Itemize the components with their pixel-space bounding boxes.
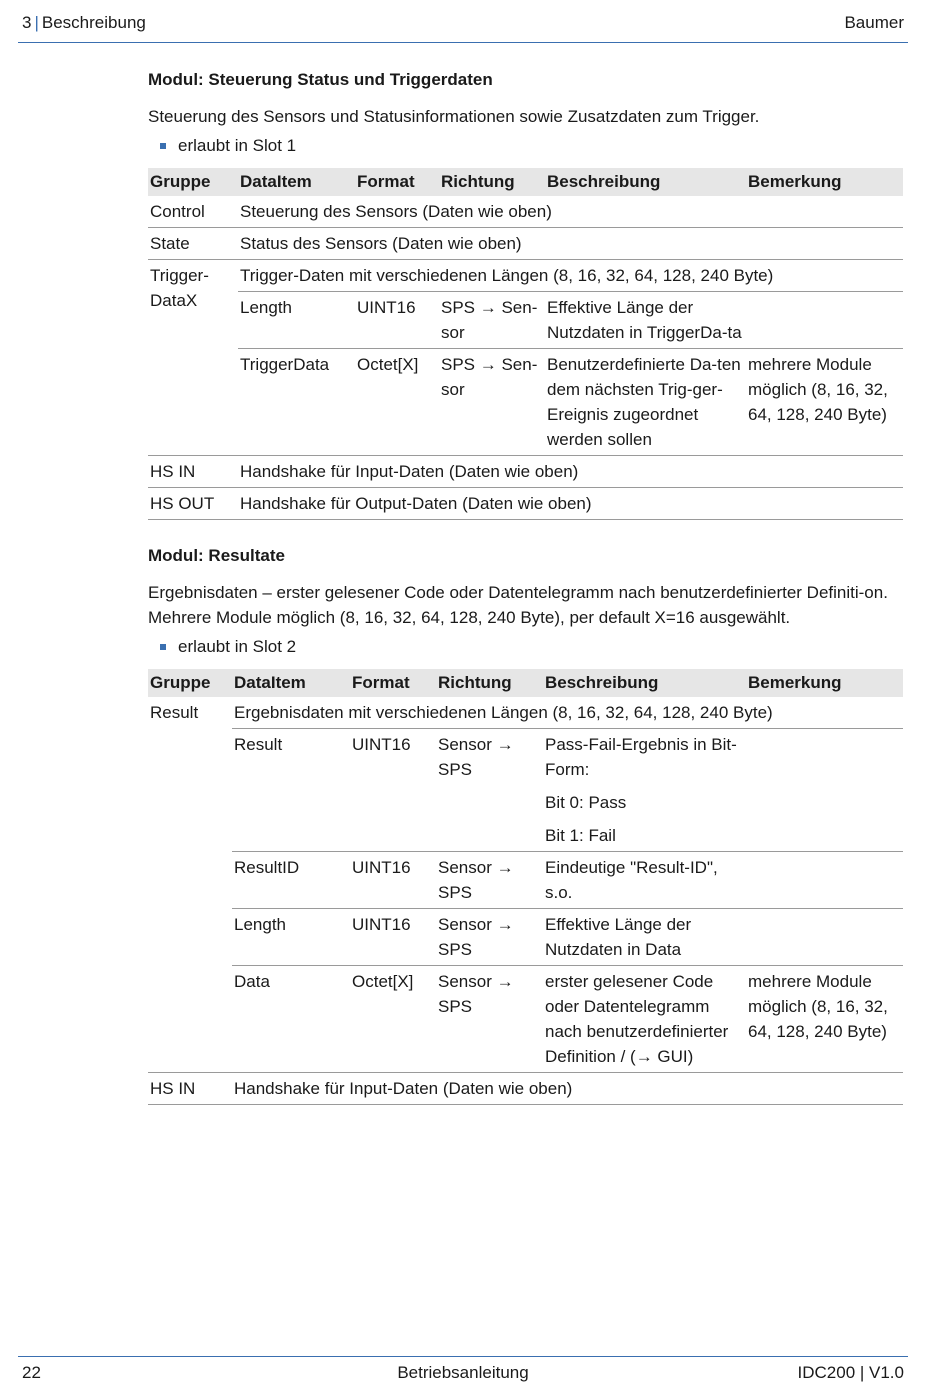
bullet-square-icon [160,644,166,650]
module2-title: Modul: Resultate [148,546,285,565]
direction-cell: Sensor → SPS [436,966,543,1073]
module2-bullet-text: erlaubt in Slot 2 [178,637,297,656]
format-cell: UINT16 [350,729,436,852]
module1-bullet [148,133,903,158]
format-cell: UINT16 [355,292,439,349]
row-description: Steuerung des Sensors (Daten wie oben) [238,196,903,228]
group-label-line1: Trigger- [150,266,209,285]
dataitem-cell: Length [232,909,350,966]
col-header-beschreibung: Beschreibung [543,669,746,697]
direction-cell: Sensor → SPS [436,909,543,966]
table-row [148,260,903,292]
group-cell: HS IN [148,1073,232,1105]
row-description: Ergebnisdaten mit verschiedenen Längen (8, 16, 32, 64, 128, 240 Byte) [232,697,903,729]
dataitem-cell: ResultID [232,852,350,909]
remark-cell [746,909,903,966]
page-header [22,13,904,37]
row-description: Trigger-Daten mit verschiedenen Längen (8, 16, 32, 64, 128, 240 Byte) [238,260,903,292]
dataitem-cell: Data [232,966,350,1073]
group-cell: Control [148,196,238,228]
remark-cell [746,852,903,909]
header-separator: | [34,13,39,32]
row-description: Status des Sensors (Daten wie oben) [238,228,903,260]
remark-cell: mehrere Module möglich (8, 16, 32, 64, 128, 240 Byte) [746,349,903,456]
module2-bullet [148,634,903,659]
format-cell: Octet[X] [355,349,439,456]
page-footer [22,1363,904,1387]
col-header-richtung: Richtung [439,168,545,196]
description-line: Bit 0: Pass [545,793,627,812]
header-rule [18,42,908,43]
format-cell: Octet[X] [350,966,436,1073]
table-row [148,697,903,729]
bullet-square-icon [160,143,166,149]
table-row [148,196,903,228]
module2-description: Ergebnisdaten – erster gelesener Code oder Datentelegramm nach benutzerdefinierter Definiti-on. Mehrere Module möglich (8, 16, 32, 64, 128, 240 Byte), per default X=16 ausgewählt. [148,583,888,627]
col-header-dataitem: DataItem [238,168,355,196]
col-header-bemerkung: Bemerkung [746,168,903,196]
group-cell [148,260,238,456]
col-header-format: Format [355,168,439,196]
col-header-dataitem: DataItem [232,669,350,697]
col-header-bemerkung: Bemerkung [746,669,903,697]
dataitem-cell: TriggerData [238,349,355,456]
table-row [148,1073,903,1105]
table-header-row [148,168,903,196]
module1-title: Modul: Steuerung Status und Triggerdaten [148,70,493,89]
dataitem-cell: Result [232,729,350,852]
table-row [148,852,903,909]
group-cell: HS OUT [148,488,238,520]
description-cell: Benutzerdefinierte Da-ten dem nächsten Trig-ger-Ereignis zugeordnet werden sollen [545,349,746,456]
page-number: 22 [22,1363,41,1382]
description-line: Bit 1: Fail [545,826,616,845]
group-cell: Result [148,697,232,1073]
remark-cell [746,729,903,852]
col-header-format: Format [350,669,436,697]
remark-cell: mehrere Module möglich (8, 16, 32, 64, 128, 240 Byte) [746,966,903,1073]
direction-cell: SPS → Sen-sor [439,349,545,456]
group-cell: State [148,228,238,260]
section-title: Beschreibung [41,13,146,32]
table-row [148,909,903,966]
module1-bullet-text: erlaubt in Slot 1 [178,136,297,155]
table-row [148,292,903,349]
format-cell: UINT16 [350,852,436,909]
table-row [148,349,903,456]
remark-cell [746,292,903,349]
table-row [148,966,903,1073]
document-title: Betriebsanleitung [397,1363,529,1382]
table-header-row [148,669,903,697]
module1-table [148,168,903,520]
footer-rule [18,1356,908,1357]
direction-cell: Sensor → SPS [436,729,543,852]
format-cell: UINT16 [350,909,436,966]
table-row [148,488,903,520]
description-line: Pass-Fail-Ergebnis in Bit-Form: [545,735,737,779]
col-header-richtung: Richtung [436,669,543,697]
row-description: Handshake für Input-Daten (Daten wie oben) [232,1073,903,1105]
module2-table [148,669,903,1105]
col-header-gruppe: Gruppe [148,669,232,697]
description-cell [543,729,746,852]
col-header-beschreibung: Beschreibung [545,168,746,196]
description-cell: erster gelesener Code oder Datentelegramm nach benutzerdefinierter Definition / (→ GUI) [543,966,746,1073]
description-cell: Eindeutige "Result-ID", s.o. [543,852,746,909]
row-description: Handshake für Output-Daten (Daten wie oben) [238,488,903,520]
direction-cell: SPS → Sen-sor [439,292,545,349]
table-row [148,729,903,852]
module1-description: Steuerung des Sensors und Statusinformationen sowie Zusatzdaten zum Trigger. [148,107,760,126]
page-content [148,67,903,1105]
group-cell: HS IN [148,456,238,488]
row-description: Handshake für Input-Daten (Daten wie oben) [238,456,903,488]
group-label-line2: DataX [150,291,198,310]
table-row [148,228,903,260]
description-cell: Effektive Länge der Nutzdaten in Data [543,909,746,966]
header-section [22,13,146,33]
description-cell: Effektive Länge der Nutzdaten in TriggerDa-ta [545,292,746,349]
col-header-gruppe: Gruppe [148,168,238,196]
chapter-number: 3 [22,13,32,32]
direction-cell: Sensor → SPS [436,852,543,909]
brand-name: Baumer [844,13,904,32]
dataitem-cell: Length [238,292,355,349]
document-version: IDC200 | V1.0 [797,1363,904,1382]
table-row [148,456,903,488]
